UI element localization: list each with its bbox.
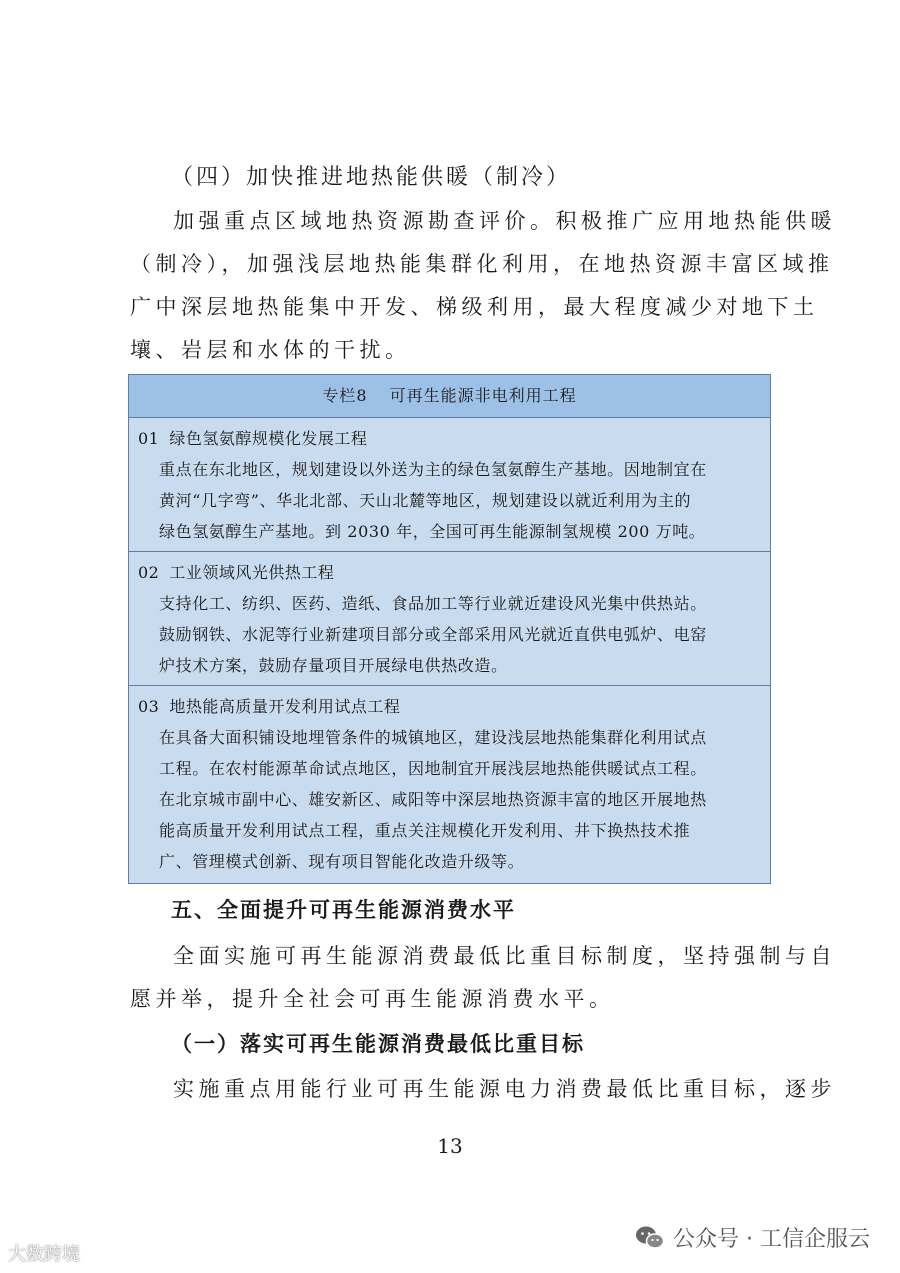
paragraph-geothermal [130, 200, 836, 372]
paragraph-consumption [130, 935, 836, 1021]
section-line: 在北京城市副中心、雄安新区、咸阳等中深层地热资源丰富的地区开展地热 [159, 790, 707, 809]
watermark-right [635, 1222, 870, 1253]
section-title [129, 424, 770, 454]
watermark-right-text: 公众号 · 工信企服云 [673, 1227, 870, 1252]
section-line: 鼓励钢铁、水泥等行业新建项目部分或全部采用风光就近直供电弧炉、电窑 [159, 625, 707, 644]
section-line: 黄河“几字弯”、华北北部、天山北麓等地区，规划建设以就近利用为主的 [159, 491, 692, 510]
section-number: 03 [138, 697, 160, 716]
paragraph-target [130, 1068, 836, 1111]
paragraph-line: 加强重点区域地热资源勘查评价。积极推广应用地热能供暖 [173, 209, 836, 233]
box-label: 专栏8 [322, 386, 368, 405]
chapter-heading-5: 五、全面提升可再生能源消费水平 [171, 898, 516, 922]
section-heading-4: （四）加快推进地热能供暖（制冷） [171, 165, 572, 190]
paragraph-line: （制冷），加强浅层地热能集群化利用，在地热资源丰富区域推 [130, 252, 834, 276]
section-title [129, 692, 770, 722]
subsection-heading: （一）落实可再生能源消费最低比重目标 [171, 1031, 585, 1056]
section-line: 在具备大面积铺设地埋管条件的城镇地区，建设浅层地热能集群化利用试点 [159, 728, 707, 747]
paragraph-line: 愿并举，提升全社会可再生能源消费水平。 [130, 987, 615, 1011]
section-title [129, 558, 770, 588]
box-section [129, 686, 770, 881]
page-number: 13 [437, 1134, 463, 1158]
paragraph-line: 全面实施可再生能源消费最低比重目标制度，坚持强制与自 [173, 944, 836, 968]
box-header [129, 375, 770, 418]
box-section [129, 418, 770, 552]
section-title-text: 地热能高质量开发利用试点工程 [169, 697, 401, 716]
section-line: 重点在东北地区，规划建设以外送为主的绿色氢氨醇生产基地。因地制宜在 [159, 460, 707, 479]
special-column-box [128, 374, 771, 884]
section-title-text: 绿色氢氨醇规模化发展工程 [169, 429, 368, 448]
box-section [129, 552, 770, 686]
section-number: 02 [138, 563, 160, 582]
section-line: 广、管理模式创新、现有项目智能化改造升级等。 [159, 852, 525, 871]
section-line: 工程。在农村能源革命试点地区，因地制宜开展浅层地热能供暖试点工程。 [159, 759, 707, 778]
section-line: 能高质量开发利用试点工程，重点关注规模化开发利用、井下换热技术推 [159, 821, 691, 840]
section-line: 绿色氢氨醇生产基地。到 2030 年，全国可再生能源制氢规模 200 万吨。 [159, 522, 706, 541]
section-line: 支持化工、纺织、医药、造纸、食品加工等行业就近建设风光集中供热站。 [159, 594, 707, 613]
paragraph-line: 实施重点用能行业可再生能源电力消费最低比重目标，逐步 [173, 1077, 836, 1101]
section-number: 01 [138, 429, 160, 448]
watermark-left: 大数跨境 [8, 1244, 80, 1265]
section-title-text: 工业领域风光供热工程 [169, 563, 335, 582]
paragraph-line: 壤、岩层和水体的干扰。 [130, 338, 411, 362]
wechat-icon [635, 1225, 665, 1251]
section-line: 炉技术方案，鼓励存量项目开展绿电供热改造。 [159, 656, 508, 675]
box-title: 可再生能源非电利用工程 [389, 386, 577, 405]
paragraph-line: 广中深层地热能集中开发、梯级利用，最大程度减少对地下土 [130, 295, 819, 319]
